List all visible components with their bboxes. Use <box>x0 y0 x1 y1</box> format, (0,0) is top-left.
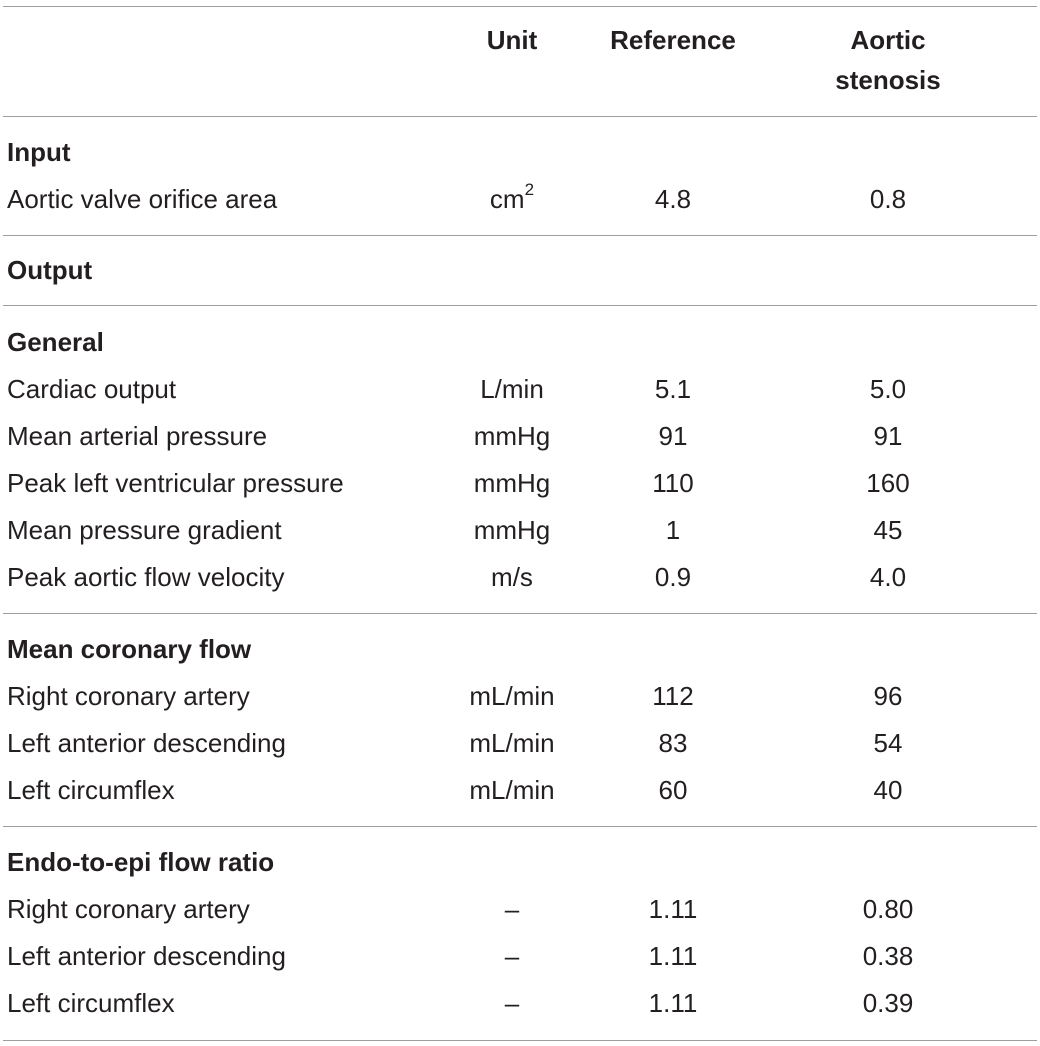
row-reference: 1.11 <box>648 941 698 971</box>
row-label: Left circumflex <box>7 775 175 805</box>
row-label: Peak aortic flow velocity <box>7 562 285 592</box>
section-rule <box>3 305 1037 306</box>
row-stenosis: 96 <box>873 681 903 711</box>
table-row <box>3 416 1037 456</box>
table-row <box>3 510 1037 550</box>
row-unit: mmHg <box>473 515 551 545</box>
header-aortic-line1: Aortic <box>850 25 926 55</box>
row-label: Left anterior descending <box>7 941 286 971</box>
row-stenosis: 0.80 <box>862 894 914 924</box>
row-unit: mL/min <box>469 728 555 758</box>
section-general <box>3 322 1037 362</box>
section-title: Output <box>7 255 93 285</box>
row-unit: mmHg <box>473 468 551 498</box>
row-label: Mean pressure gradient <box>7 515 282 545</box>
row-stenosis: 40 <box>873 775 903 805</box>
bottom-rule <box>3 1040 1037 1041</box>
row-reference: 91 <box>658 421 688 451</box>
table-row <box>3 770 1037 810</box>
header-unit: Unit <box>486 25 538 55</box>
table-row <box>3 936 1037 976</box>
table-row <box>3 179 1037 219</box>
row-reference: 60 <box>658 775 688 805</box>
row-reference: 0.9 <box>654 562 692 592</box>
table-row <box>3 557 1037 597</box>
row-reference: 110 <box>652 468 694 498</box>
section-coronary-flow <box>3 629 1037 669</box>
row-label: Left circumflex <box>7 988 175 1018</box>
section-input <box>3 132 1037 172</box>
section-rule <box>3 235 1037 236</box>
row-reference: 112 <box>652 681 694 711</box>
header-aortic-line2: stenosis <box>835 65 941 95</box>
row-reference: 83 <box>658 728 688 758</box>
row-unit: – <box>504 988 520 1018</box>
row-unit: – <box>504 941 520 971</box>
header-aortic-stenosis <box>783 20 993 100</box>
section-rule <box>3 826 1037 827</box>
section-output <box>3 250 1037 290</box>
section-title: Endo-to-epi flow ratio <box>7 847 275 877</box>
unit-superscript: 2 <box>524 180 535 200</box>
row-reference: 1.11 <box>648 988 698 1018</box>
row-stenosis: 54 <box>873 728 903 758</box>
row-unit: L/min <box>480 374 544 404</box>
table-row <box>3 463 1037 503</box>
section-rule <box>3 613 1037 614</box>
table-row <box>3 676 1037 716</box>
row-unit: – <box>504 894 520 924</box>
row-unit: m/s <box>491 562 533 592</box>
row-reference: 1 <box>665 515 681 545</box>
row-label: Right coronary artery <box>7 681 250 711</box>
row-stenosis: 0.39 <box>862 988 914 1018</box>
row-stenosis: 160 <box>866 468 910 498</box>
table-row <box>3 369 1037 409</box>
row-stenosis: 91 <box>873 421 903 451</box>
table-row <box>3 983 1037 1023</box>
row-unit: mL/min <box>469 681 555 711</box>
row-reference: 5.1 <box>654 374 692 404</box>
row-reference: 4.8 <box>654 184 692 214</box>
row-label: Left anterior descending <box>7 728 286 758</box>
section-title: Input <box>7 137 71 167</box>
row-label: Mean arterial pressure <box>7 421 268 451</box>
header-rule <box>3 116 1037 117</box>
row-label: Aortic valve orifice area <box>7 184 278 214</box>
row-label: Right coronary artery <box>7 894 250 924</box>
row-stenosis: 5.0 <box>869 374 907 404</box>
table-row <box>3 889 1037 929</box>
row-stenosis: 0.38 <box>862 941 914 971</box>
top-rule <box>3 6 1037 7</box>
row-label: Cardiac output <box>7 374 177 404</box>
header-reference: Reference <box>610 25 736 55</box>
section-flow-ratio <box>3 842 1037 882</box>
row-stenosis: 45 <box>873 515 903 545</box>
section-title: Mean coronary flow <box>7 634 252 664</box>
row-stenosis: 4.0 <box>869 562 907 592</box>
table-row <box>3 723 1037 763</box>
row-stenosis: 0.8 <box>869 184 907 214</box>
row-unit: $cm^2$ <box>489 180 535 214</box>
row-unit: mmHg <box>473 421 551 451</box>
section-title: General <box>7 327 104 357</box>
row-unit: mL/min <box>469 775 555 805</box>
row-label: Peak left ventricular pressure <box>7 468 344 498</box>
row-reference: 1.11 <box>648 894 698 924</box>
